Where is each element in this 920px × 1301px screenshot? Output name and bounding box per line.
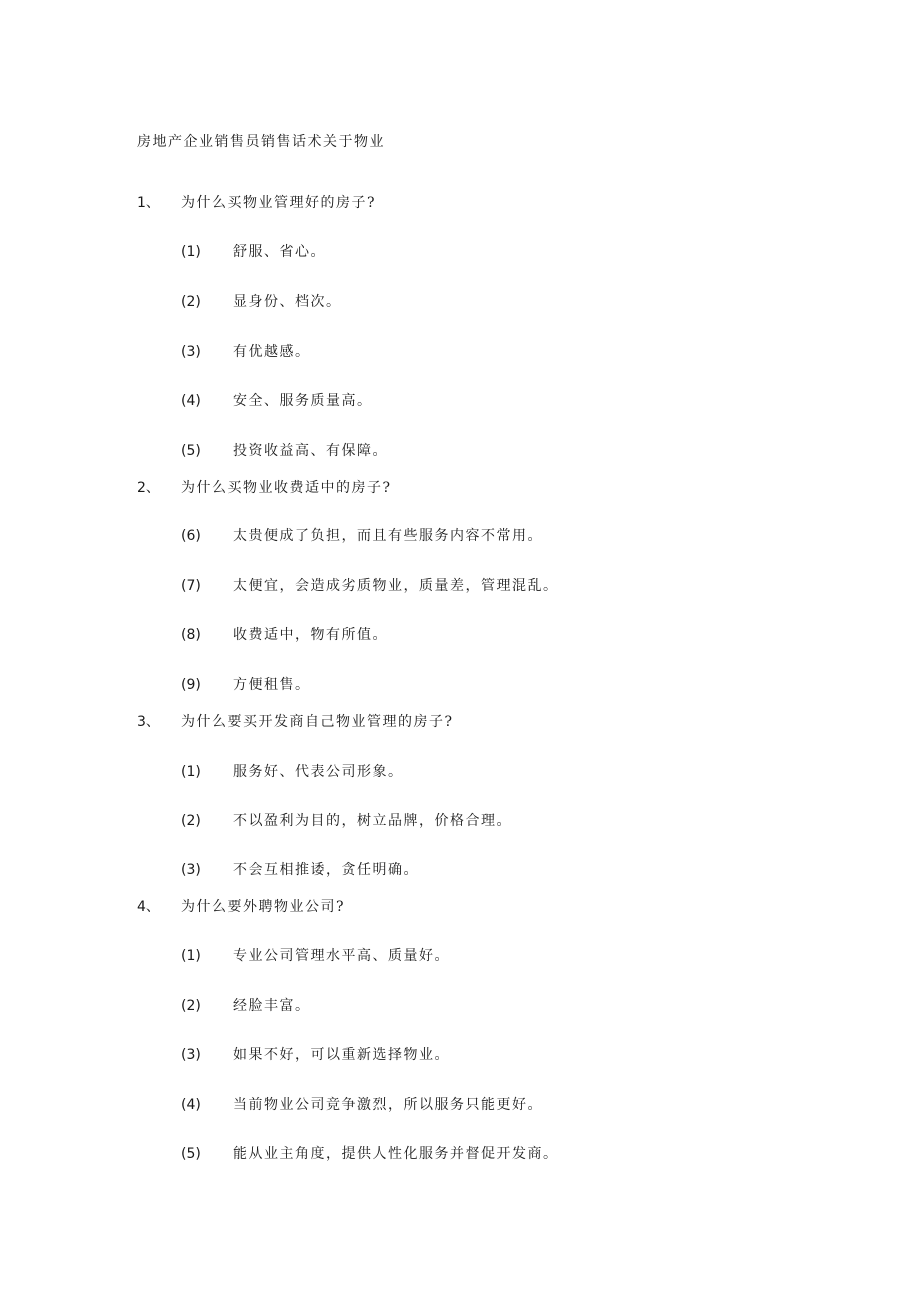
answer-item	[181, 525, 543, 545]
answer-number: (7)	[181, 578, 201, 594]
answer-number: (3)	[181, 862, 201, 878]
answer-number: (5)	[181, 1146, 201, 1162]
answer-item	[181, 995, 311, 1015]
answer-text: 专业公司管理水平高、质量好。	[233, 948, 450, 964]
question-text: 为什么要买开发商自己物业管理的房子?	[181, 714, 454, 730]
answer-number: (1)	[181, 948, 201, 964]
question-number: 3、	[137, 714, 160, 730]
answer-number: (1)	[181, 244, 201, 260]
answer-number: (1)	[181, 764, 201, 780]
answer-text: 安全、服务质量高。	[233, 393, 373, 409]
answer-number: (2)	[181, 998, 201, 1014]
answer-text: 不以盈利为目的，树立品牌，价格合理。	[233, 813, 512, 829]
answer-text: 投资收益高、有保障。	[233, 443, 388, 459]
question-number: 1、	[137, 195, 160, 211]
answer-text: 服务好、代表公司形象。	[233, 764, 404, 780]
answer-text: 方便租售。	[233, 677, 311, 693]
question-text: 为什么买物业收费适中的房子?	[181, 480, 392, 496]
answer-text: 显身份、档次。	[233, 294, 342, 310]
answer-text: 不会互相推诿，贪任明确。	[233, 862, 419, 878]
document-title: 房地产企业销售员销售话术关于物业	[137, 134, 385, 150]
question-text: 为什么要外聘物业公司?	[181, 899, 346, 915]
answer-item	[181, 1143, 559, 1163]
question-number: 2、	[137, 480, 160, 496]
answer-number: (4)	[181, 393, 201, 409]
answer-item	[181, 241, 326, 261]
answer-text: 舒服、省心。	[233, 244, 326, 260]
answer-text: 如果不好，可以重新选择物业。	[233, 1047, 450, 1063]
answer-text: 当前物业公司竞争激烈，所以服务只能更好。	[233, 1097, 543, 1113]
question-text: 为什么买物业管理好的房子?	[181, 195, 377, 211]
answer-text: 收费适中，物有所值。	[233, 627, 388, 643]
answer-number: (6)	[181, 528, 201, 544]
question-number: 4、	[137, 899, 160, 915]
answer-number: (2)	[181, 294, 201, 310]
answer-text: 经脸丰富。	[233, 998, 311, 1014]
question-heading	[137, 711, 454, 731]
answer-number: (3)	[181, 344, 201, 360]
answer-item	[181, 1094, 543, 1114]
answer-number: (5)	[181, 443, 201, 459]
answer-text: 太贵便成了负担，而且有些服务内容不常用。	[233, 528, 543, 544]
answer-item	[181, 761, 404, 781]
answer-text: 有优越感。	[233, 344, 311, 360]
answer-item	[181, 440, 388, 460]
answer-item	[181, 674, 311, 694]
answer-item	[181, 390, 373, 410]
answer-number: (8)	[181, 627, 201, 643]
answer-number: (3)	[181, 1047, 201, 1063]
answer-text: 太便宜，会造成劣质物业，质量差，管理混乱。	[233, 578, 559, 594]
question-heading	[137, 192, 376, 212]
answer-number: (2)	[181, 813, 201, 829]
answer-item	[181, 859, 419, 879]
question-heading	[137, 477, 392, 497]
answer-item	[181, 1044, 450, 1064]
answer-number: (9)	[181, 677, 201, 693]
question-heading	[137, 896, 345, 916]
answer-item	[181, 624, 388, 644]
answer-item	[181, 575, 559, 595]
answer-item	[181, 810, 512, 830]
answer-item	[181, 945, 450, 965]
answer-text: 能从业主角度，提供人性化服务并督促开发商。	[233, 1146, 559, 1162]
answer-item	[181, 291, 342, 311]
answer-number: (4)	[181, 1097, 201, 1113]
answer-item	[181, 341, 311, 361]
